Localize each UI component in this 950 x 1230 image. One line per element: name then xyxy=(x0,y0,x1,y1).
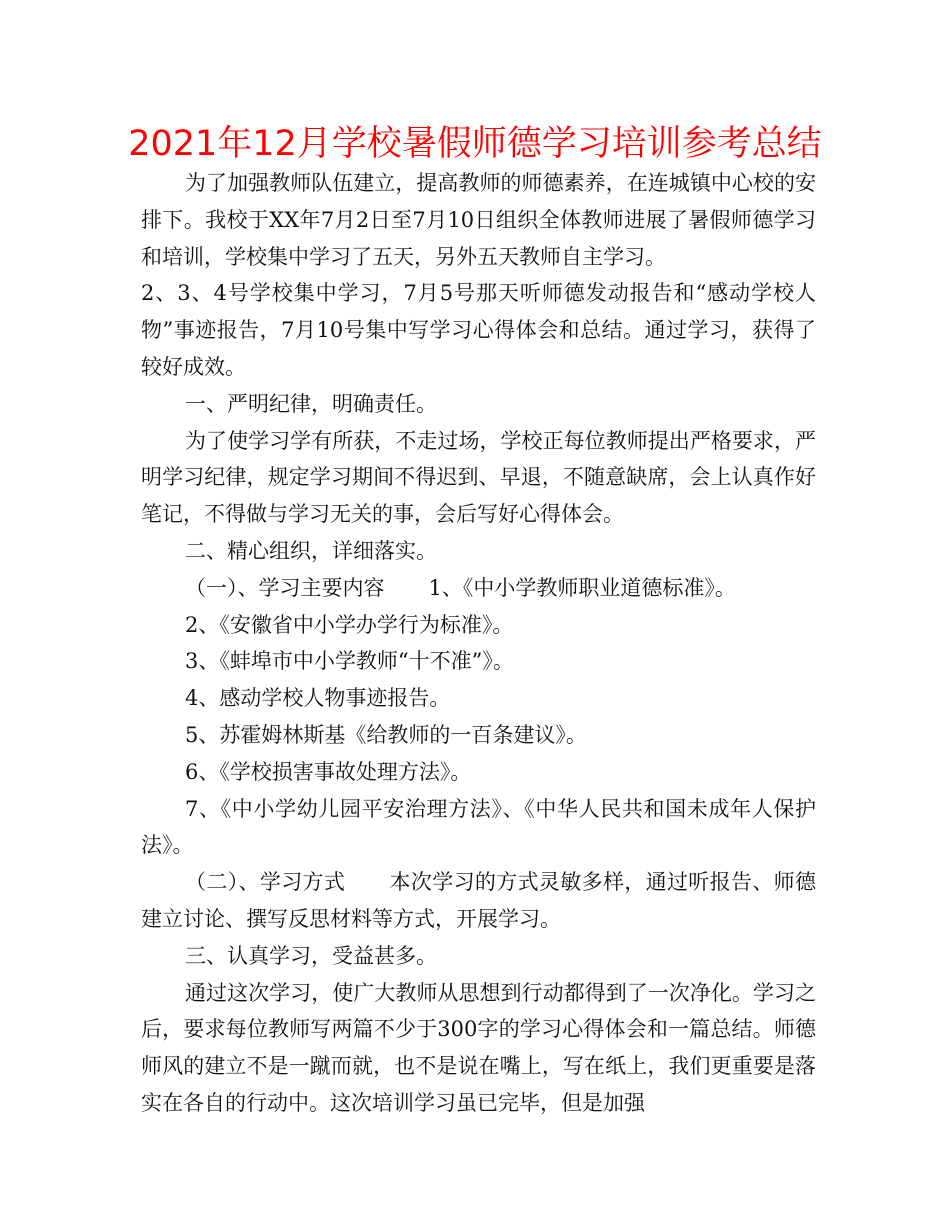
content-item: 1、《中小学教师职业道德标准》。 xyxy=(428,575,736,600)
method-paragraph xyxy=(141,864,816,938)
content-heading: （一）、学习主要内容 xyxy=(185,575,385,600)
section-heading-learning: 三、认真学习，受益甚多。 xyxy=(185,943,437,968)
section-heading-discipline: 一、严明纪律，明确责任。 xyxy=(185,391,437,416)
content-item: 3、《蚌埠市中小学教师“十不准”》。 xyxy=(185,649,514,674)
document-title: 2021年12月学校暑假师德学习培训参考总结 xyxy=(128,124,822,164)
schedule-paragraph: 2、3、4号学校集中学习，7月5号那天听师德发动报告和“感动学校人物”事迹报告，7月10号集中写学习心得体会和总结。通过学习，获得了较好成效。 xyxy=(141,281,816,379)
document-body xyxy=(141,165,816,1122)
content-item: 7、《中小学幼儿园平安治理方法》、《中华人民共和国未成年人保护法》。 xyxy=(141,796,816,858)
learning-paragraph: 通过这次学习，使广大教师从思想到行动都得到了一次净化。学习之后，要求每位教师写两篇不少于300字的学习心得体会和一篇总结。师德师风的建立不是一蹴而就，也不是说在嘴上，写在纸上，我们更重要是落实在各自的行动中。这次培训学习虽已完毕，但是加强 xyxy=(141,980,816,1115)
content-item: 6、《学校损害事故处理方法》。 xyxy=(185,759,472,784)
section-heading-organization: 二、精心组织，详细落实。 xyxy=(185,538,437,563)
intro-paragraph: 为了加强教师队伍建立，提高教师的师德素养，在连城镇中心校的安排下。我校于XX年7月2日至7月10日组织全体教师进展了暑假师德学习和培训，学校集中学习了五天，另外五天教师自主学习。 xyxy=(141,171,816,269)
discipline-paragraph: 为了使学习学有所获，不走过场，学校正每位教师提出严格要求，严明学习纪律，规定学习期间不得迟到、早退，不随意缺席，会上认真作好笔记，不得做与学习无关的事，会后写好心得体会。 xyxy=(141,428,816,527)
content-item: 4、感动学校人物事迹报告。 xyxy=(185,686,451,711)
method-text: 本次学习的方式灵敏多样，通过听报告、师德建立讨论、撰写反思材料等方式，开展学习。 xyxy=(141,870,817,931)
content-heading-line xyxy=(141,570,816,607)
content-item: 2、《安徽省中小学办学行为标准》。 xyxy=(185,612,514,637)
content-item: 5、苏霍姆林斯基《给教师的一百条建议》。 xyxy=(185,722,587,747)
method-heading: （二）、学习方式 xyxy=(185,870,346,895)
